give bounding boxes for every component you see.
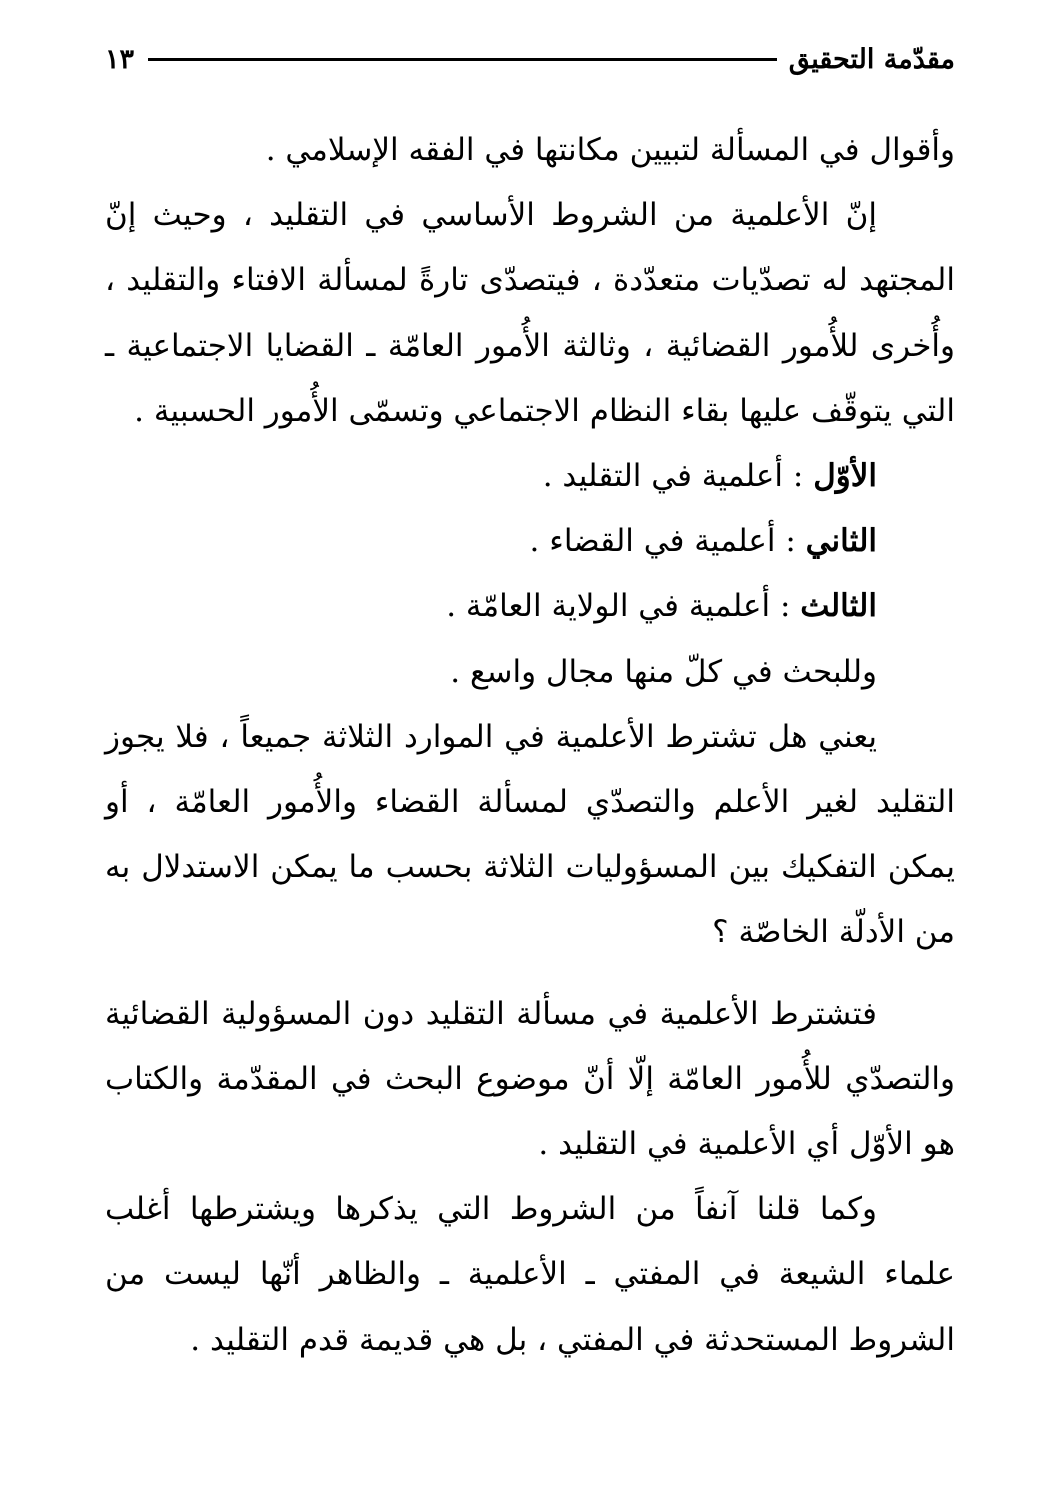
item-text: : أعلمية في التقليد . — [542, 458, 814, 495]
body-text — [105, 118, 955, 1373]
paragraph: فتشترط الأعلمية في مسألة التقليد دون المسؤولية القضائية والتصدّي للأُمور العامّة إلّا أنّ موضوع البحث في المقدّمة والكتاب هو الأوّل أي الأعلمية في التقليد . — [105, 995, 955, 1163]
item-label: الثاني — [805, 523, 877, 560]
item-text: : أعلمية في الولاية العامّة . — [446, 588, 801, 625]
list-item — [105, 574, 955, 639]
page-number: ١٣ — [105, 43, 135, 75]
chapter-title: مقدّمة التحقيق — [788, 43, 955, 75]
item-text: : أعلمية في القضاء . — [529, 523, 806, 560]
paragraph: وكما قلنا آنفاً من الشروط التي يذكرها ويشترطها أغلب علماء الشيعة في المفتي ـ الأعلمية ـ والظاهر أنّها ليست من الشروط المستحدثة في المفتي ، بل هي قديمة قدم التقليد . — [105, 1191, 955, 1358]
paragraph: إنّ الأعلمية من الشروط الأساسي في التقليد ، وحيث إنّ المجتهد له تصدّيات متعدّدة ، فيتصدّى تارةً لمسألة الافتاء والتقليد ، وأُخرى للأُمور القضائية ، وثالثة الأُمور العامّة ـ القضايا الاجتماعية ـ التي يتوقّف عليها بقاء النظام الاجتماعي وتسمّى الأُمور الحسبية . — [105, 197, 955, 429]
running-header — [105, 36, 955, 82]
list-item — [105, 444, 955, 509]
item-label: الثالث — [800, 588, 877, 625]
paragraph: وللبحث في كلّ منها مجال واسع . — [450, 653, 877, 690]
list-item — [105, 509, 955, 574]
header-rule — [148, 58, 777, 61]
paragraph: وأقوال في المسألة لتبيين مكانتها في الفقه الإسلامي . — [265, 132, 955, 168]
item-label: الأوّل — [813, 458, 877, 495]
paragraph: يعني هل تشترط الأعلمية في الموارد الثلاثة جميعاً ، فلا يجوز التقليد لغير الأعلم والتصدّي لمسألة القضاء والأُمور العامّة ، أو يمكن التفكيك بين المسؤوليات الثلاثة بحسب ما يمكن الاستدلال به من الأدلّة الخاصّة ؟ — [105, 718, 955, 951]
